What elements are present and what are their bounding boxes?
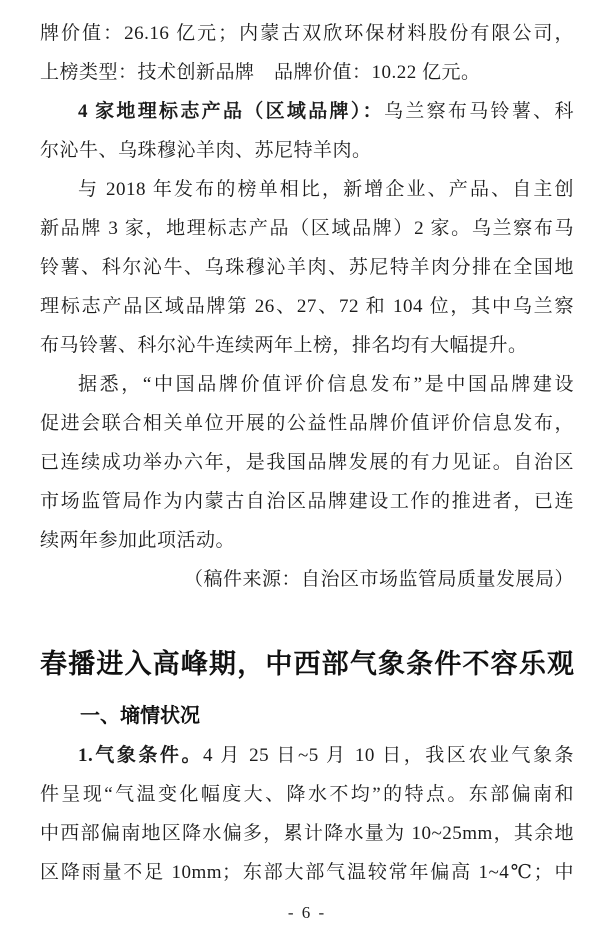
weather-conditions-lead: 1.气象条件。: [78, 745, 203, 766]
text-line: 铃薯、科尔沁牛、乌珠穆沁羊肉、苏尼特羊肉分排在全国地: [40, 257, 574, 278]
text-line: 件呈现“气温变化幅度大、降水不均”的特点。东部偏南和: [40, 784, 574, 805]
source-attribution: （稿件来源：自治区市场监管局质量发展局）: [183, 569, 574, 590]
weather-conditions-line: [40, 736, 574, 775]
text-line: 已连续成功举办六年，是我国品牌发展的有力见证。自治区: [40, 452, 574, 473]
geo-products-line: [40, 92, 574, 131]
text-line: 理标志产品区域品牌第 26、27、72 和 104 位，其中乌兰察: [40, 296, 574, 317]
text-line: 尔沁牛、乌珠穆沁羊肉、苏尼特羊肉。: [40, 140, 372, 161]
text-line: 区降雨量不足 10mm；东部大部气温较常年偏高 1~4℃；中: [40, 862, 574, 883]
geo-products-rest: 乌兰察布马铃薯、科: [383, 101, 574, 122]
section-heading: 一、墒情状况: [80, 705, 200, 727]
page-number: - 6 -: [287, 903, 327, 922]
weather-conditions-rest: 4 月 25 日~5 月 10 日，我区农业气象条: [203, 745, 574, 766]
text-line: 与 2018 年发布的榜单相比，新增企业、产品、自主创: [78, 179, 574, 200]
text-line: 中西部偏南地区降水偏多，累计降水量为 10~25mm，其余地: [40, 823, 574, 844]
article-title: 春播进入高峰期，中西部气象条件不容乐观: [40, 649, 574, 679]
text-line: 市场监管局作为内蒙古自治区品牌建设工作的推进者，已连: [40, 491, 574, 512]
text-line: 新品牌 3 家，地理标志产品（区域品牌）2 家。乌兰察布马: [40, 218, 574, 239]
text-line: 续两年参加此项活动。: [40, 530, 236, 551]
text-line: 牌价值：26.16 亿元；内蒙古双欣环保材料股份有限公司，: [40, 23, 574, 44]
text-line: 促进会联合相关单位开展的公益性品牌价值评价信息发布，: [40, 413, 574, 434]
geo-products-lead: 4 家地理标志产品（区域品牌）：: [78, 101, 384, 122]
text-line: 据悉，“中国品牌价值评价信息发布”是中国品牌建设: [78, 374, 574, 395]
text-line: 上榜类型：技术创新品牌 品牌价值：10.22 亿元。: [40, 62, 481, 83]
text-line: 布马铃薯、科尔沁牛连续两年上榜，排名均有大幅提升。: [40, 335, 528, 356]
